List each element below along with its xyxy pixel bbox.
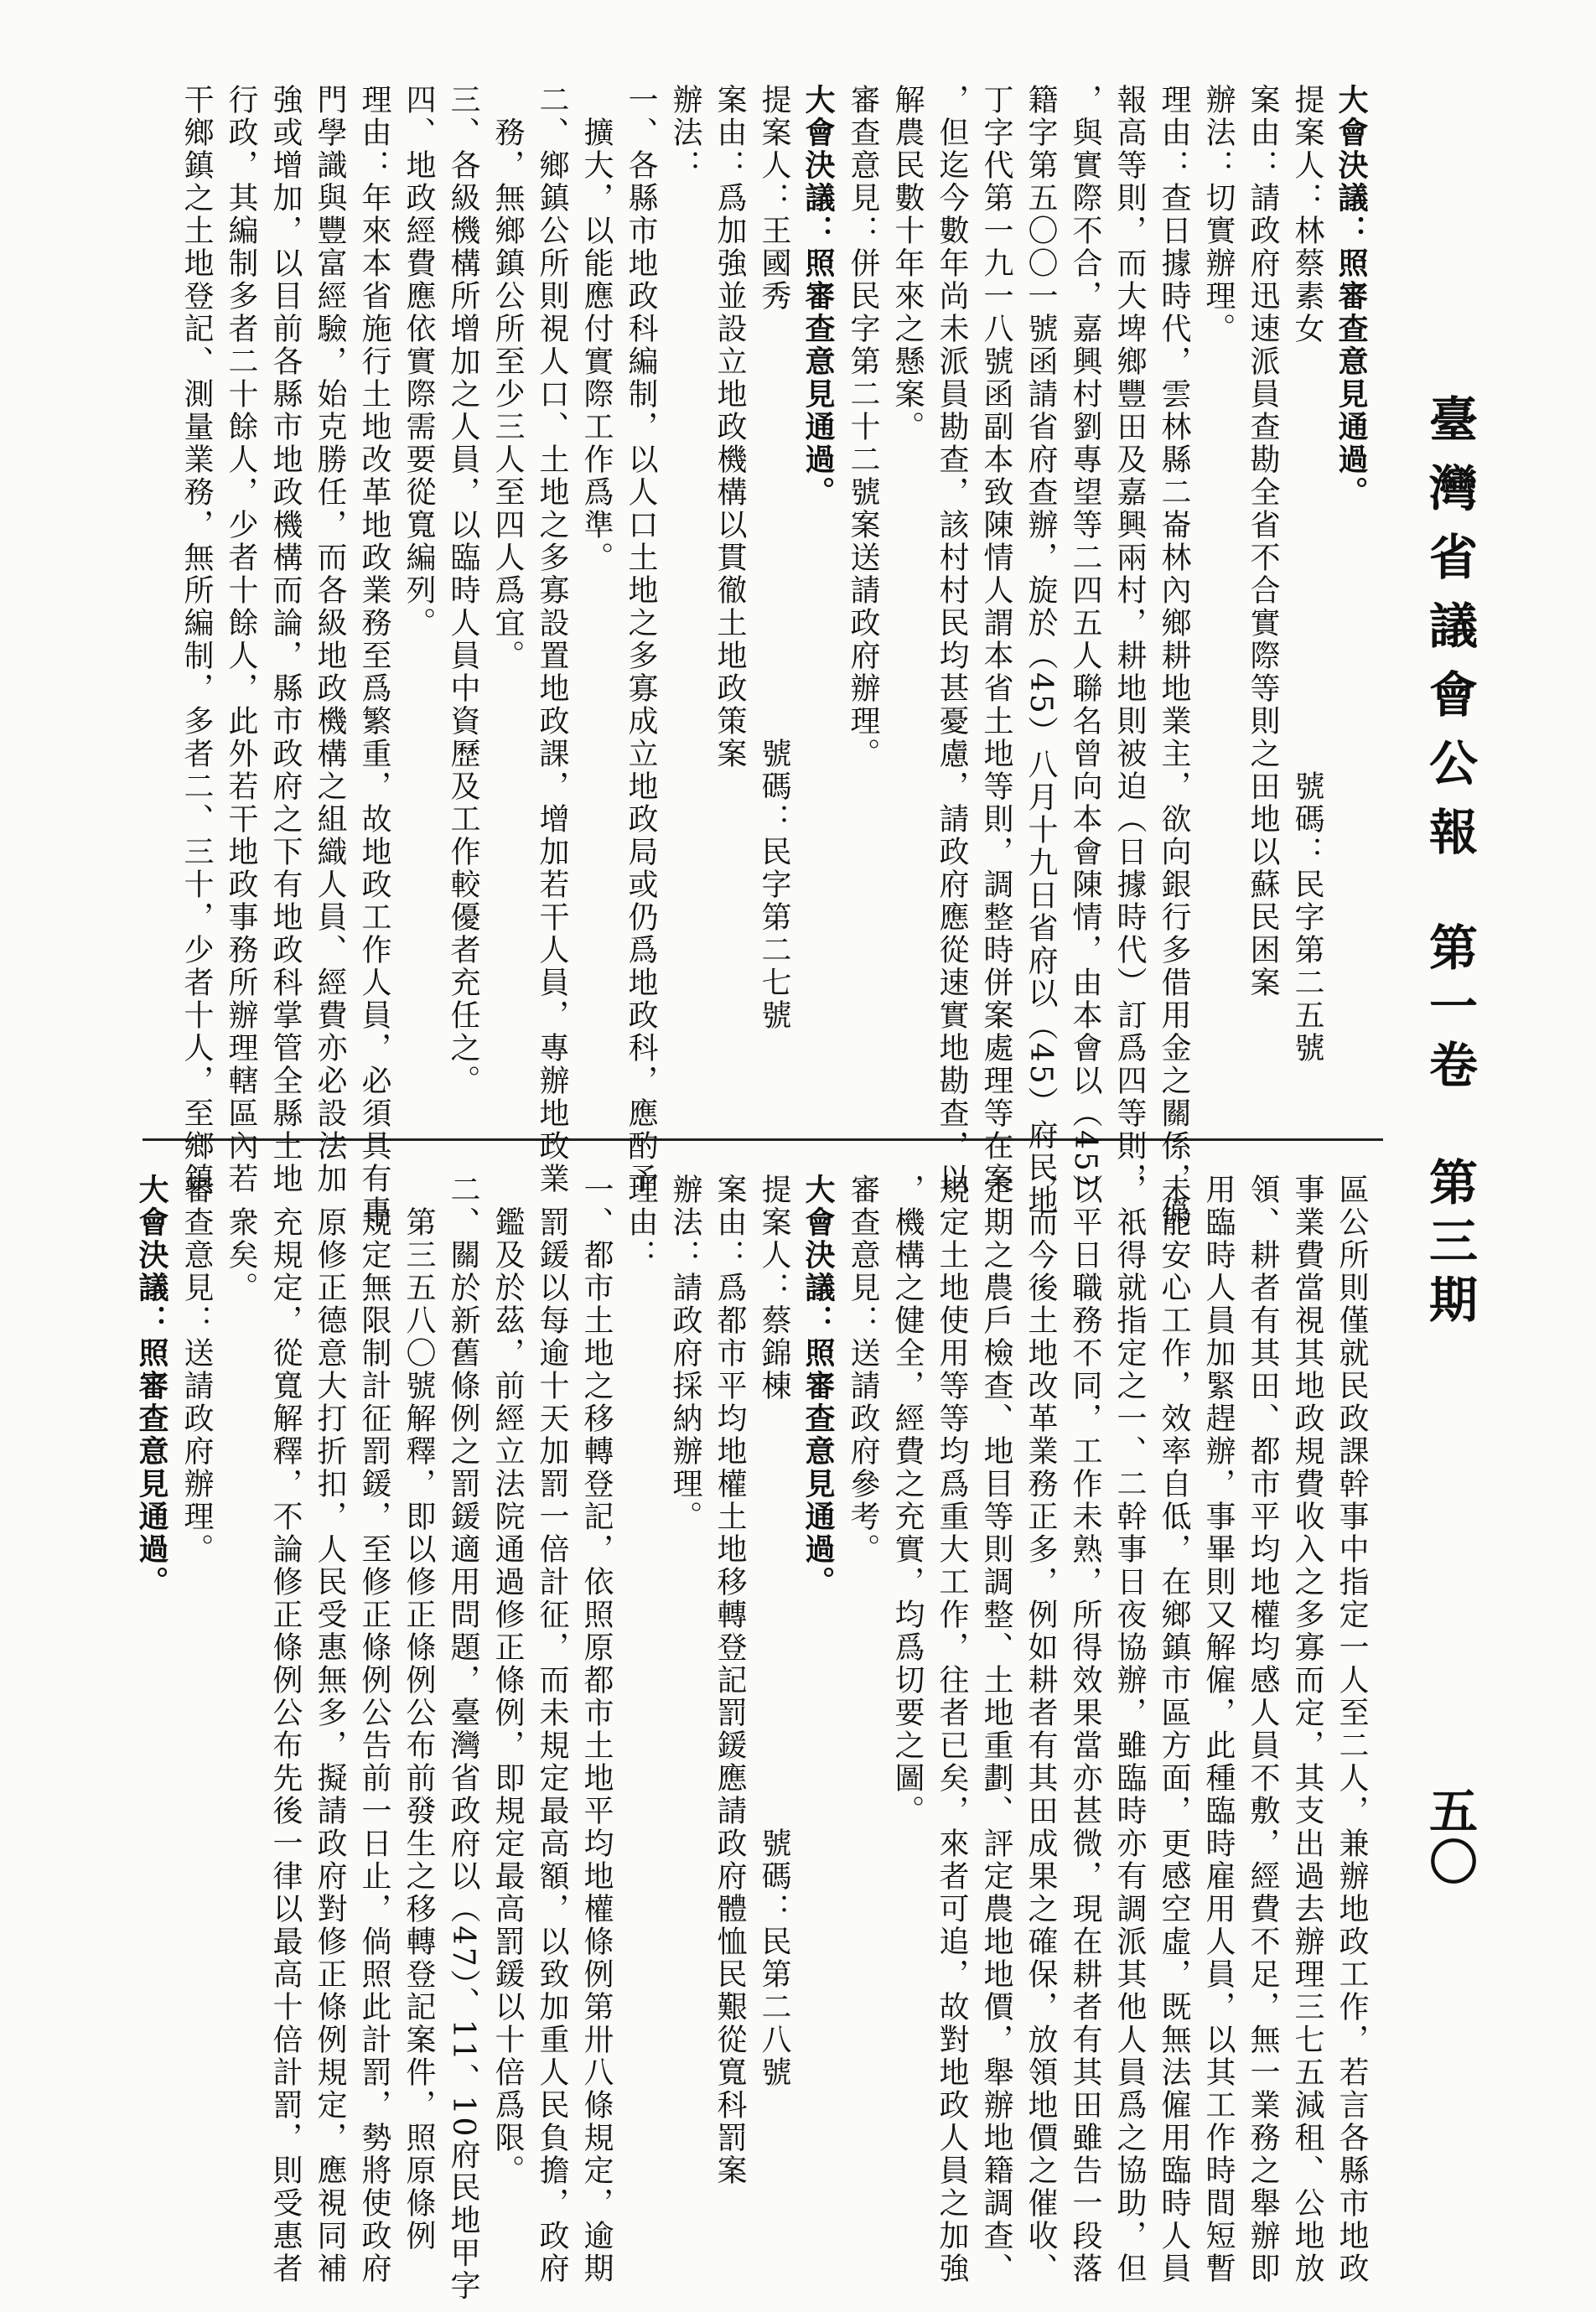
bottom-line: 領、耕者有其田、都市平均地權均感人員不敷，經費不足，無一業務之舉辦即	[1246, 1174, 1280, 2285]
top-line: 行政，其編制多者二十餘人，少者十餘人，此外若干地政事務所辦理轄區內若	[224, 84, 258, 1195]
top-line: 辦法：切實辦理。	[1201, 84, 1236, 345]
top-line: 務，無鄉鎮公所至少三人至四人爲宜。	[490, 84, 525, 672]
top-line: 擴大，以能應付實際工作爲準。	[579, 84, 614, 574]
bottom-line: 未能安心工作，效率自低，在鄉鎮市區方面，更感空虛，既無法僱用臨時人員	[1157, 1174, 1191, 2285]
top-line: 二、鄉鎮公所則視人口、土地之多寡設置地政課，增加若干人員，專辦地政業	[535, 84, 569, 1195]
top-line: 四、地政經費應依實際需要從寬編列。	[402, 84, 436, 640]
bottom-line: 用臨時人員加緊趕辦，事畢則又解僱，此種臨時雇用人員，以其工作時間短暫	[1201, 1174, 1236, 2285]
bottom-line: 規定土地使用等等均爲重大工作，往者已矣，來者可追，故對地政人員之加強	[935, 1174, 969, 2285]
bottom-line: 理由：	[624, 1174, 658, 1272]
top-line: 辦法：	[668, 84, 702, 182]
top-line: 解農民數十年來之懸案。	[890, 84, 925, 443]
bottom-line: 第三五八〇號解釋，即以修正條例公布前發生之移轉登記案件，照原條例	[402, 1174, 436, 2252]
top-line: 提案人：王國秀 號碼：民字第二七號	[757, 84, 791, 1032]
bottom-line: ，機構之健全，經費之充實，均爲切要之圖。	[890, 1174, 925, 1827]
page-number: 五〇	[1421, 1786, 1478, 1888]
top-line: 審查意見：併民字第二十二號案送請政府辦理。	[846, 84, 880, 770]
top-line: 提案人：林蔡素女 號碼：民字第二五號	[1290, 84, 1324, 1065]
bottom-line: 規定無限制計征罰鍰，至修正條例公告前一日止，倘照此計罰，勢將使政府	[357, 1174, 391, 2285]
bottom-line: 以平日職務不同，工作未熟，所得效果當亦甚微，現在耕者有其田雖告一段落	[1068, 1174, 1102, 2285]
bottom-line: 大會決議：照審查意見通過。	[801, 1174, 836, 1599]
bottom-line: ，而今後土地改革業務正多，例如耕者有其田成果之確保，放領地價之催收、	[1023, 1174, 1058, 2285]
bottom-line: 審查意見：送請政府參考。	[846, 1174, 880, 1566]
top-line: 大會決議：照審查意見通過。	[801, 84, 836, 509]
top-line: 理由：年來本省施行土地改革地政業務至爲繁重，故地政工作人員，必須具有專	[357, 84, 391, 1228]
top-line: ，但迄今數年尚未派員勘查，該村村民均甚憂慮，請政府應從速實地勘查，以	[935, 84, 969, 1195]
top-line: 案由：請政府迅速派員查勘全省不合實際等則之田地以蘇民困案	[1246, 84, 1280, 999]
bottom-line: 區公所則僅就民政課幹事中指定一人至二人，兼辦地政工作，若言各縣市地政	[1334, 1174, 1369, 2285]
top-line: 門學識與豐富經驗，始克勝任，而各級地政機構之組織人員、經費亦必設法加	[313, 84, 347, 1195]
top-line: 案由：爲加強並設立地政機構以貫徹土地政策案	[712, 84, 747, 770]
bottom-line: 衆矣。	[224, 1174, 258, 1304]
bottom-line: 案由：爲都市平均地權土地移轉登記罰鍰應請政府體恤民艱從寬科罰案	[712, 1174, 747, 2187]
top-line: ，與實際不合，嘉興村劉專望等二四五人聯名曾向本會陳情，由本會以（45）	[1068, 84, 1102, 1206]
bottom-line: 罰鍰以每逾十天加罰一倍計征，而未規定最高額，以致加重人民負擔，政府	[535, 1174, 569, 2285]
top-line: 干鄉鎮之土地登記、測量業務，無所編制，多者二、三十，少者十人，至鄉鎮	[179, 84, 214, 1195]
bottom-line: 提案人：蔡錦棟 號碼：民第二八號	[757, 1174, 791, 2089]
issue-label: 第三期	[1421, 1157, 1478, 1333]
top-line: 丁字代第一九一八號函副本致陳情人謂本省土地等則，調整時併案處理等在案	[979, 84, 1013, 1195]
volume-label: 第一卷	[1421, 922, 1478, 1098]
bottom-line: 二、關於新舊條例之罰鍰適用問題，臺灣省政府以（47）、11、10府民地甲字	[446, 1174, 480, 2303]
top-line: 理由：查日據時代，雲林縣二崙林內鄉耕地業主，欲向銀行多借用金之關係，僞	[1157, 84, 1191, 1228]
bottom-line: 鑑及於茲，前經立法院通過修正條例，即規定最高罰鍰以十倍爲限。	[490, 1174, 525, 2187]
bottom-line: 審查意見：送請政府辦理。	[179, 1174, 214, 1566]
top-line: 一、各縣市地政科編制，以人口土地之多寡成立地政局或仍爲地政科，應酌予	[624, 84, 658, 1195]
top-line: 強或增加，以目前各縣市地政機構而論，縣市政府之下有地政科掌管全縣土地	[268, 84, 303, 1195]
bottom-line: 辦法：請政府採納辦理。	[668, 1174, 702, 1533]
bottom-line: ，祇得就指定之一、二幹事日夜協辦，雖臨時亦有調派其他人員爲之協助，但	[1112, 1174, 1147, 2285]
bottom-line: 事業費當視其地政規費收入之多寡而定，其支出過去辦理三七五減租、公地放	[1290, 1174, 1324, 2285]
top-line: 大會決議：照審查意見通過。	[1334, 84, 1369, 509]
bottom-line: 大會決議：照審查意見通過。	[134, 1174, 169, 1599]
journal-title: 臺灣省議會公報	[1421, 394, 1478, 875]
top-line: 三、各級機構所增加之人員，以臨時人員中資歷及工作較優者充任之。	[446, 84, 480, 1097]
top-line: 報高等則，而大埤鄉豐田及嘉興兩村，耕地則被迫（日據時代）訂爲四等則，	[1112, 84, 1147, 1195]
bottom-line: 原修正德意大打折扣，人民受惠無多，擬請政府對修正條例規定，應視同補	[313, 1174, 347, 2285]
bottom-line: 定期之農戶檢查、地目等則調整、土地重劃、評定農地地價，舉辦地籍調查、	[979, 1174, 1013, 2285]
bottom-line: 充規定，從寬解釋，不論修正條例公布先後一律以最高十倍計罰，則受惠者	[268, 1174, 303, 2285]
bottom-line: 一、都市土地之移轉登記，依照原都市土地平均地權條例第卅八條規定，逾期	[579, 1174, 614, 2285]
top-line: 籍字第五〇〇一號函請省府查辦，旋於（45）八月十九日省府以（45）府民地	[1023, 84, 1058, 1217]
